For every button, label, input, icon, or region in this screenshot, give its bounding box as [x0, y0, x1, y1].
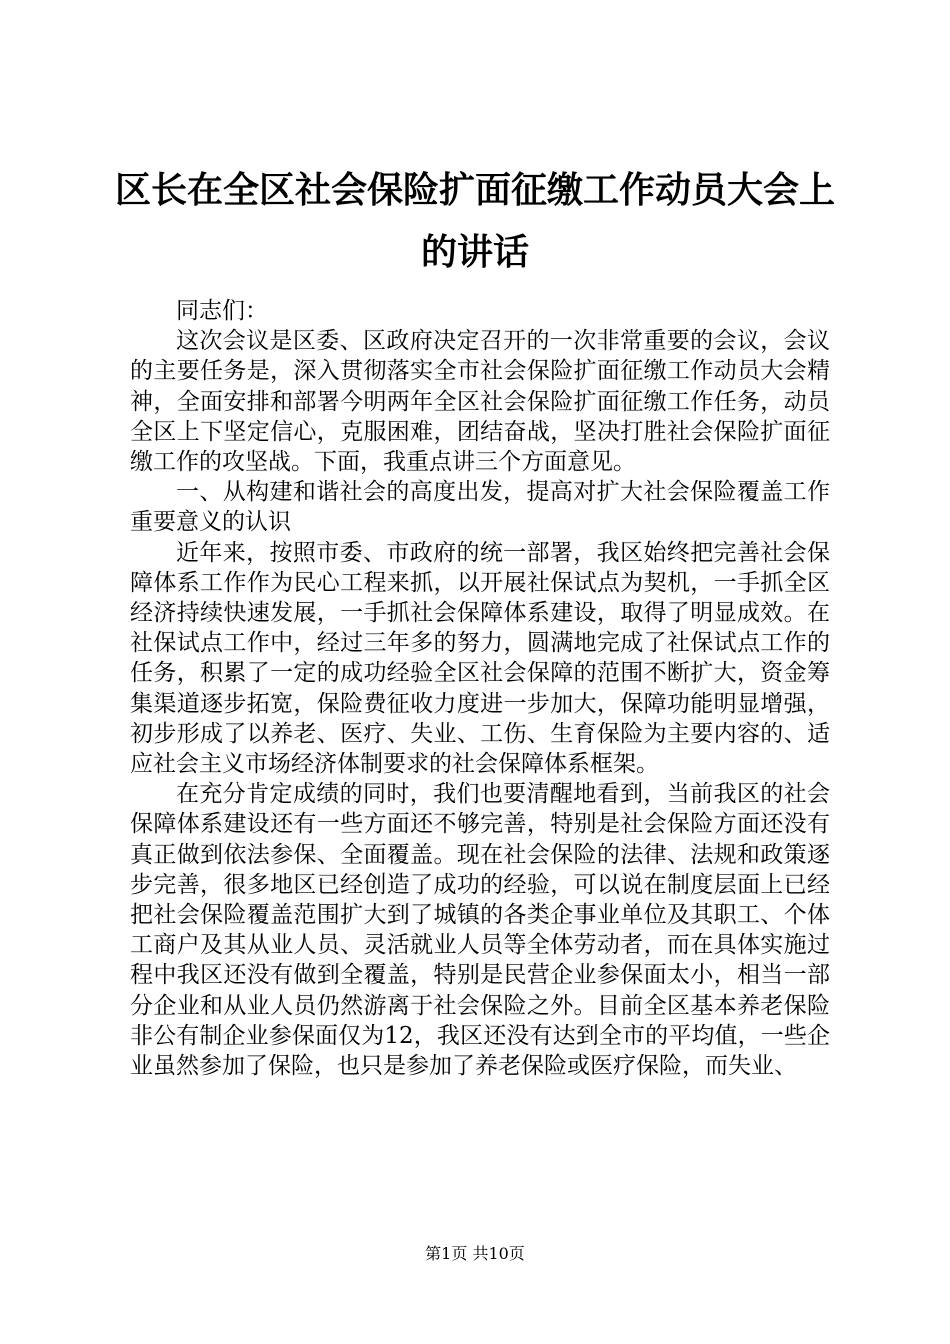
document-body — [130, 296, 830, 1081]
section-heading: 一、从构建和谐社会的高度出发，提高对扩大社会保险覆盖工作重要意义的认识 — [130, 479, 830, 536]
document-title: 区长在全区社会保险扩面征缴工作动员大会上的讲话 — [114, 170, 835, 273]
paragraph: 近年来，按照市委、市政府的统一部署，我区始终把完善社会保障体系工作作为民心工程来抓，以开展社保试点为契机，一手抓全区经济持续快速发展，一手抓社会保障体系建设，取得了明显成效。在社保试点工作中，经过三年多的努力，圆满地完成了社保试点工作的任务，积累了一定的成功经验全区社会保障的范围不断扩大，资金筹集渠道逐步拓宽，保险费征收力度进一步加大，保障功能明显增强，初步形成了以养老、医疗、失业、工伤、生育保险为主要内容的、适应社会主义市场经济体制要求的社会保障体系框架。 — [130, 539, 830, 778]
page-number: 第1页 共10页 — [425, 1244, 525, 1263]
paragraph: 这次会议是区委、区政府决定召开的一次非常重要的会议，会议的主要任务是，深入贯彻落实全市社会保险扩面征缴工作动员大会精神，全面安排和部署今明两年全区社会保险扩面征缴工作任务，动员全区上下坚定信心，克服困难，团结奋战，坚决打胜社会保险扩面征缴工作的攻坚战。下面，我重点讲三个方面意见。 — [130, 328, 830, 476]
paragraph: 在充分肯定成绩的同时，我们也要清醒地看到，当前我区的社会保障体系建设还有一些方面还不够完善，特别是社会保险方面还没有真正做到依法参保、全面覆盖。现在社会保险的法律、法规和政策逐步完善，很多地区已经创造了成功的经验，可以说在制度层面上已经把社会保险覆盖范围扩大到了城镇的各类企事业单位及其职工、个体工商户及其从业人员、灵活就业人员等全体劳动者，而在具体实施过程中我区还没有做到全覆盖，特别是民营企业参保面太小，相当一部分企业和从业人员仍然游离于社会保险之外。目前全区基本养老保险非公有制企业参保面仅为12，我区还没有达到全市的平均值，一些企业虽然参加了保险，也只是参加了养老保险或医疗保险，而失业、 — [130, 781, 830, 1080]
greeting: 同志们： — [176, 298, 268, 324]
